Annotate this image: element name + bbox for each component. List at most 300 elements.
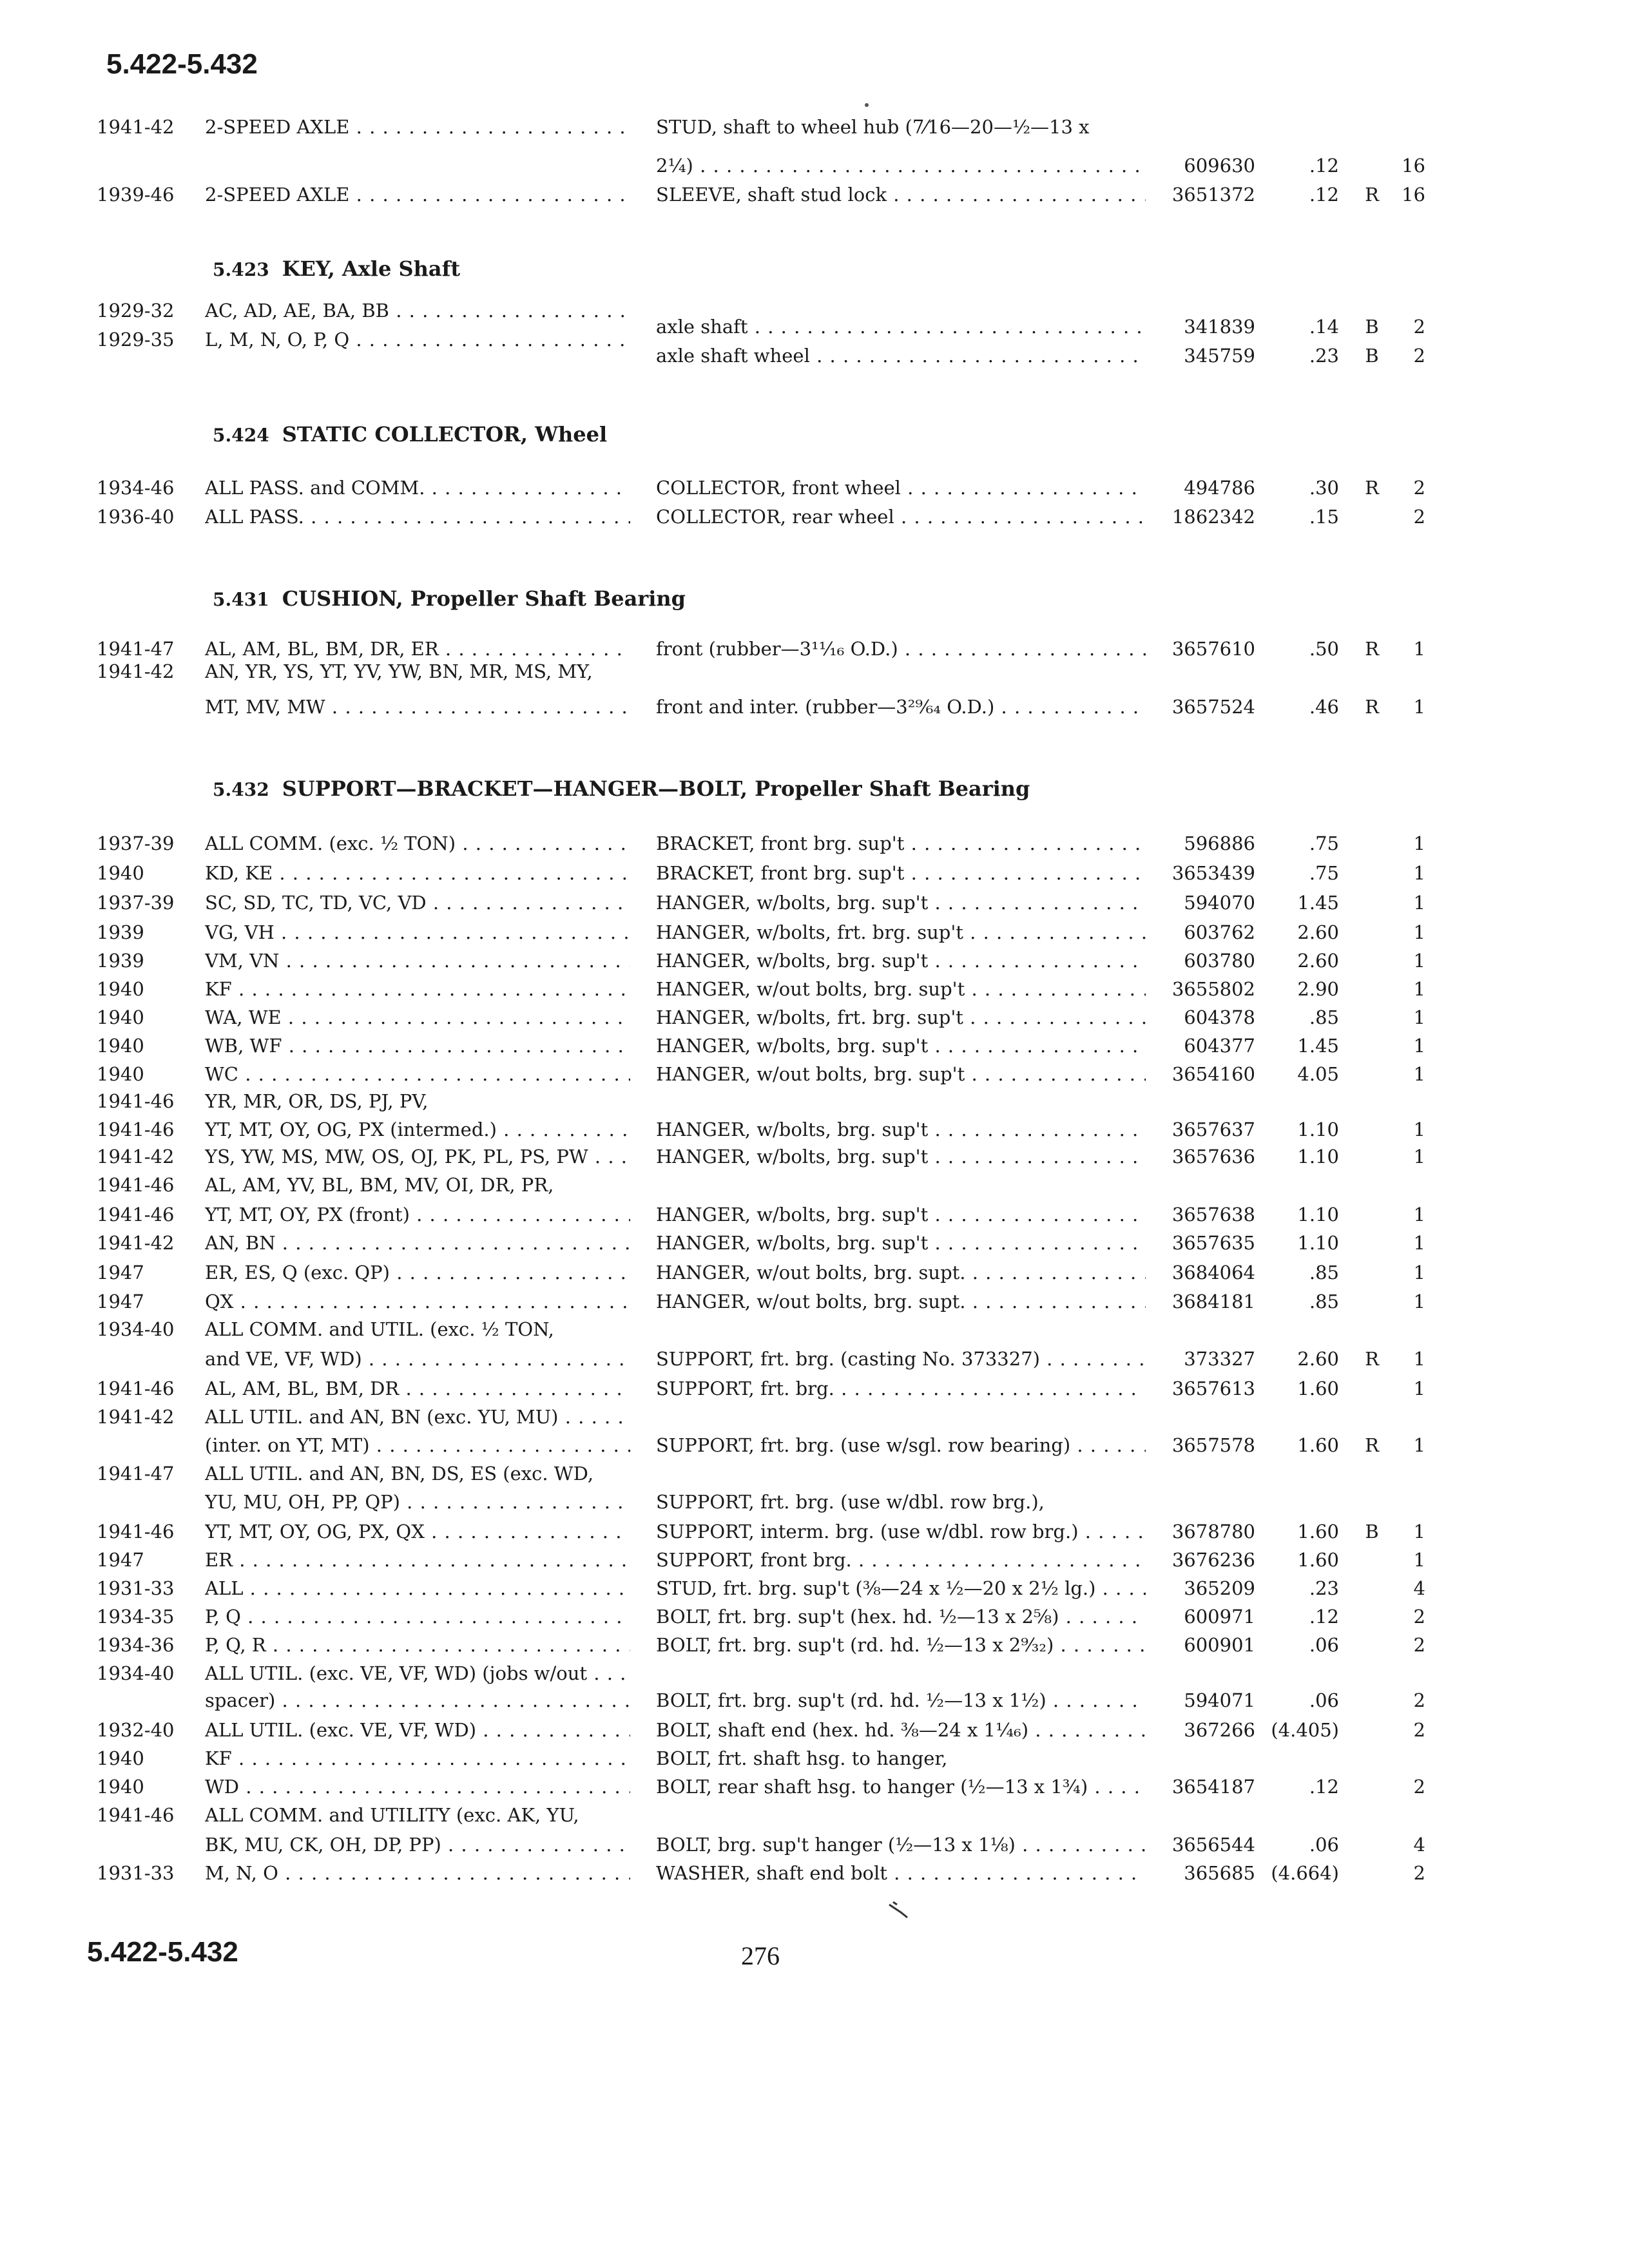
- model-cell: KF . . .: [205, 1747, 630, 1769]
- model-cell: BK, MU, CK, OH, DP, PP) . . .: [205, 1834, 630, 1856]
- part-description-cell: SUPPORT, front brg. . . .: [656, 1549, 1146, 1571]
- year-cell: 1941-42: [97, 1146, 175, 1168]
- year-cell: 1940: [97, 1006, 144, 1028]
- part-description-cell: SUPPORT, frt. brg. (use w/dbl. row brg.),: [656, 1491, 1045, 1513]
- part-number-cell: 367266: [1184, 1719, 1255, 1741]
- quantity-cell: 2: [1413, 1776, 1425, 1798]
- year-cell: 1941-42: [97, 1232, 175, 1254]
- model-cell: MT, MV, MW . . .: [205, 696, 630, 718]
- year-cell: 1941-42: [97, 660, 175, 682]
- price-cell: .15: [1309, 506, 1339, 528]
- section-title: [213, 422, 607, 447]
- model-cell: AL, AM, BL, BM, DR, ER . . .: [205, 638, 630, 660]
- part-description-cell: front and inter. (rubber—3²⁹⁄₆₄ O.D.) . . .: [656, 696, 1146, 718]
- quantity-cell: 1: [1413, 1434, 1425, 1456]
- model-cell: P, Q, R . . .: [205, 1634, 630, 1656]
- price-cell: 1.45: [1297, 892, 1339, 914]
- quantity-cell: 2: [1413, 1606, 1425, 1628]
- quantity-cell: 1: [1413, 950, 1425, 972]
- quantity-cell: 1: [1413, 1146, 1425, 1168]
- price-cell: 2.60: [1297, 921, 1339, 943]
- parts-row: [0, 1232, 1629, 1260]
- price-cell: .50: [1309, 638, 1339, 660]
- parts-row: [0, 1606, 1629, 1634]
- page-number: 276: [741, 1941, 780, 1970]
- year-cell: 1940: [97, 1035, 144, 1057]
- year-cell: 1929-32: [97, 300, 175, 322]
- part-number-cell: 373327: [1184, 1348, 1255, 1370]
- price-cell: .46: [1309, 696, 1339, 718]
- year-cell: 1941-46: [97, 1119, 175, 1140]
- quantity-cell: 16: [1402, 184, 1425, 206]
- parts-row: [0, 1862, 1629, 1890]
- section-number: 5.423: [213, 259, 269, 280]
- page-header-code: 5.422-5.432: [106, 48, 258, 80]
- quantity-cell: 1: [1413, 892, 1425, 914]
- model-cell: AN, YR, YS, YT, YV, YW, BN, MR, MS, MY,: [205, 660, 593, 682]
- quantity-cell: 1: [1413, 978, 1425, 1000]
- year-cell: 1941-46: [97, 1378, 175, 1399]
- quantity-cell: 1: [1413, 1119, 1425, 1140]
- quantity-cell: 1: [1413, 1521, 1425, 1542]
- quantity-cell: 1: [1413, 1232, 1425, 1254]
- section-title: [213, 586, 686, 611]
- model-cell: VG, VH . . .: [205, 921, 630, 943]
- part-number-cell: 365209: [1184, 1577, 1255, 1599]
- model-cell: 2-SPEED AXLE . . .: [205, 116, 630, 138]
- model-cell: and VE, VF, WD) . . .: [205, 1348, 630, 1370]
- part-description-cell: BRACKET, front brg. sup't . . .: [656, 862, 1146, 884]
- part-description-cell: HANGER, w/bolts, brg. sup't . . .: [656, 1204, 1146, 1225]
- model-cell: AL, AM, BL, BM, DR . . .: [205, 1378, 630, 1399]
- parts-row: [0, 1174, 1629, 1202]
- quantity-cell: 2: [1413, 506, 1425, 528]
- parts-row: [0, 1747, 1629, 1776]
- part-description-cell: SUPPORT, frt. brg. (casting No. 373327) . . .: [656, 1348, 1146, 1370]
- part-number-cell: 3656544: [1171, 1834, 1255, 1856]
- model-cell: AL, AM, YV, BL, BM, MV, OI, DR, PR,: [205, 1174, 554, 1196]
- parts-row: [0, 1406, 1629, 1434]
- model-cell: YT, MT, OY, OG, PX, QX . . .: [205, 1521, 630, 1542]
- year-cell: 1936-40: [97, 506, 175, 528]
- price-cell: .12: [1309, 155, 1339, 177]
- price-cell: 2.60: [1297, 1348, 1339, 1370]
- page-footer-code: 5.422-5.432: [87, 1936, 238, 1968]
- year-cell: 1937-39: [97, 832, 175, 854]
- part-number-cell: 3657524: [1171, 696, 1255, 718]
- price-cell: .23: [1309, 1577, 1339, 1599]
- section-title: [213, 776, 1030, 801]
- model-cell: ALL PASS. . . .: [205, 506, 630, 528]
- parts-row: [0, 832, 1629, 861]
- quantity-cell: 1: [1413, 1549, 1425, 1571]
- part-number-cell: 1862342: [1171, 506, 1255, 528]
- price-cell: .12: [1309, 1776, 1339, 1798]
- part-description-cell: HANGER, w/bolts, brg. sup't . . .: [656, 1146, 1146, 1168]
- model-cell: ALL COMM. and UTILITY (exc. AK, YU,: [205, 1804, 579, 1826]
- model-cell: SC, SD, TC, TD, VC, VD . . .: [205, 892, 630, 914]
- model-cell: WB, WF . . .: [205, 1035, 630, 1057]
- price-cell: .85: [1309, 1006, 1339, 1028]
- price-cell: (4.664): [1271, 1862, 1339, 1884]
- quantity-cell: 1: [1413, 921, 1425, 943]
- parts-row: [0, 950, 1629, 978]
- part-number-cell: 596886: [1184, 832, 1255, 854]
- model-cell: KD, KE . . .: [205, 862, 630, 884]
- quantity-cell: 4: [1413, 1834, 1425, 1856]
- model-cell: 2-SPEED AXLE . . .: [205, 184, 630, 206]
- model-cell: ALL UTIL. and AN, BN (exc. YU, MU) . . .: [205, 1406, 630, 1428]
- part-number-cell: 3653439: [1171, 862, 1255, 884]
- parts-row: [0, 345, 1629, 373]
- parts-row: [0, 1146, 1629, 1174]
- model-cell: YT, MT, OY, OG, PX (intermed.) . . .: [205, 1119, 630, 1140]
- year-cell: 1940: [97, 1747, 144, 1769]
- flag-cell: R: [1365, 696, 1379, 718]
- part-number-cell: 609630: [1184, 155, 1255, 177]
- part-description-cell: WASHER, shaft end bolt . . .: [656, 1862, 1146, 1884]
- part-description-cell: HANGER, w/bolts, brg. sup't . . .: [656, 950, 1146, 972]
- year-cell: 1940: [97, 862, 144, 884]
- parts-row: [0, 1521, 1629, 1549]
- year-cell: 1941-46: [97, 1521, 175, 1542]
- model-cell: KF . . .: [205, 978, 630, 1000]
- parts-row: [0, 1318, 1629, 1347]
- part-description-cell: COLLECTOR, rear wheel . . .: [656, 506, 1146, 528]
- part-description-cell: BOLT, frt. brg. sup't (hex. hd. ½—13 x 2⅝) . . .: [656, 1606, 1146, 1628]
- year-cell: 1934-36: [97, 1634, 175, 1656]
- part-number-cell: 600901: [1184, 1634, 1255, 1656]
- year-cell: 1939: [97, 950, 144, 972]
- price-cell: 1.45: [1297, 1035, 1339, 1057]
- price-cell: 1.10: [1297, 1146, 1339, 1168]
- year-cell: 1934-40: [97, 1318, 175, 1340]
- parts-row: [0, 1204, 1629, 1232]
- section-title-text: STATIC COLLECTOR, Wheel: [282, 422, 608, 447]
- part-number-cell: 3684181: [1171, 1291, 1255, 1312]
- quantity-cell: 2: [1413, 1719, 1425, 1741]
- part-description-cell: BOLT, shaft end (hex. hd. ⅜—24 x 1¼₆) . . .: [656, 1719, 1146, 1741]
- quantity-cell: 2: [1413, 477, 1425, 499]
- year-cell: 1941-42: [97, 116, 175, 138]
- year-cell: 1941-46: [97, 1804, 175, 1826]
- parts-row: [0, 1491, 1629, 1519]
- year-cell: 1941-46: [97, 1090, 175, 1112]
- flag-cell: B: [1365, 316, 1379, 338]
- price-cell: 1.60: [1297, 1521, 1339, 1542]
- quantity-cell: 1: [1413, 1204, 1425, 1225]
- part-number-cell: 3657613: [1171, 1378, 1255, 1399]
- flag-cell: R: [1365, 638, 1379, 660]
- year-cell: 1940: [97, 1776, 144, 1798]
- quantity-cell: 1: [1413, 1063, 1425, 1085]
- year-cell: 1947: [97, 1262, 144, 1283]
- part-number-cell: 594071: [1184, 1689, 1255, 1711]
- parts-row: [0, 1262, 1629, 1290]
- section-title-text: KEY, Axle Shaft: [282, 256, 461, 281]
- part-description-cell: HANGER, w/bolts, frt. brg. sup't . . .: [656, 921, 1146, 943]
- model-cell: ALL UTIL. and AN, BN, DS, ES (exc. WD,: [205, 1463, 594, 1485]
- year-cell: 1941-46: [97, 1204, 175, 1225]
- parts-row: [0, 892, 1629, 920]
- parts-row: [0, 1804, 1629, 1832]
- part-description-cell: HANGER, w/out bolts, brg. sup't . . .: [656, 1063, 1146, 1085]
- parts-row: [0, 921, 1629, 950]
- part-description-cell: BOLT, rear shaft hsg. to hanger (½—13 x 1¾) . . .: [656, 1776, 1146, 1798]
- part-number-cell: 3657636: [1171, 1146, 1255, 1168]
- part-description-cell: SUPPORT, interm. brg. (use w/dbl. row brg.) . . .: [656, 1521, 1146, 1542]
- year-cell: 1939: [97, 921, 144, 943]
- part-description-cell: BOLT, frt. brg. sup't (rd. hd. ½—13 x 1½) . . .: [656, 1689, 1146, 1711]
- parts-row: [0, 116, 1629, 144]
- part-description-cell: STUD, frt. brg. sup't (⅜—24 x ½—20 x 2½ lg.) . . .: [656, 1577, 1146, 1599]
- parts-row: [0, 1035, 1629, 1063]
- part-description-cell: HANGER, w/bolts, brg. sup't . . .: [656, 892, 1146, 914]
- year-cell: 1941-46: [97, 1174, 175, 1196]
- price-cell: 1.60: [1297, 1549, 1339, 1571]
- model-cell: WA, WE . . .: [205, 1006, 630, 1028]
- part-number-cell: 341839: [1184, 316, 1255, 338]
- section-number: 5.431: [213, 589, 269, 610]
- price-cell: 1.60: [1297, 1434, 1339, 1456]
- model-cell: ALL . . .: [205, 1577, 630, 1599]
- model-cell: QX . . .: [205, 1291, 630, 1312]
- quantity-cell: 1: [1413, 1035, 1425, 1057]
- flag-cell: R: [1365, 1348, 1379, 1370]
- model-cell: YR, MR, OR, DS, PJ, PV,: [205, 1090, 429, 1112]
- model-cell: ER, ES, Q (exc. QP) . . .: [205, 1262, 630, 1283]
- year-cell: 1931-33: [97, 1862, 175, 1884]
- part-number-cell: 3654187: [1171, 1776, 1255, 1798]
- part-description-cell: HANGER, w/out bolts, brg. sup't . . .: [656, 978, 1146, 1000]
- model-cell: P, Q . . .: [205, 1606, 630, 1628]
- price-cell: (4.405): [1271, 1719, 1339, 1741]
- price-cell: .85: [1309, 1262, 1339, 1283]
- year-cell: 1934-35: [97, 1606, 175, 1628]
- price-cell: 1.10: [1297, 1119, 1339, 1140]
- part-description-cell: BOLT, brg. sup't hanger (½—13 x 1⅛) . . .: [656, 1834, 1146, 1856]
- model-cell: ALL UTIL. (exc. VE, VF, WD) . . .: [205, 1719, 630, 1741]
- part-number-cell: 603780: [1184, 950, 1255, 972]
- year-cell: 1934-46: [97, 477, 175, 499]
- model-cell: M, N, O . . .: [205, 1862, 630, 1884]
- year-cell: 1941-47: [97, 1463, 175, 1485]
- parts-row: [0, 1689, 1629, 1718]
- parts-row: [0, 696, 1629, 724]
- model-cell: VM, VN . . .: [205, 950, 630, 972]
- part-number-cell: 3651372: [1171, 184, 1255, 206]
- part-number-cell: 603762: [1184, 921, 1255, 943]
- parts-row: [0, 1378, 1629, 1406]
- parts-row: [0, 1662, 1629, 1691]
- parts-row: [0, 1348, 1629, 1376]
- quantity-cell: 2: [1413, 316, 1425, 338]
- parts-row: [0, 1119, 1629, 1147]
- model-cell: AC, AD, AE, BA, BB . . .: [205, 300, 630, 322]
- parts-row: [0, 1776, 1629, 1804]
- price-cell: .30: [1309, 477, 1339, 499]
- quantity-cell: 1: [1413, 1378, 1425, 1399]
- parts-row: [0, 862, 1629, 890]
- flag-cell: B: [1365, 345, 1379, 367]
- part-description-cell: COLLECTOR, front wheel . . .: [656, 477, 1146, 499]
- year-cell: 1941-42: [97, 1406, 175, 1428]
- model-cell: ALL UTIL. (exc. VE, VF, WD) (jobs w/out . . .: [205, 1662, 630, 1684]
- quantity-cell: 1: [1413, 696, 1425, 718]
- part-description-cell: BOLT, frt. brg. sup't (rd. hd. ½—13 x 2⁹⁄₃₂) . . .: [656, 1634, 1146, 1656]
- model-cell: L, M, N, O, P, Q . . .: [205, 329, 630, 351]
- parts-row: [0, 477, 1629, 505]
- part-description-cell: BRACKET, front brg. sup't . . .: [656, 832, 1146, 854]
- part-number-cell: 345759: [1184, 345, 1255, 367]
- part-description-cell: SUPPORT, frt. brg. (use w/sgl. row bearing) . . .: [656, 1434, 1146, 1456]
- part-number-cell: 3657635: [1171, 1232, 1255, 1254]
- part-description-cell: axle shaft . . .: [656, 316, 1146, 338]
- model-cell: spacer) . . .: [205, 1689, 630, 1711]
- parts-row: [0, 978, 1629, 1006]
- year-cell: 1934-40: [97, 1662, 175, 1684]
- quantity-cell: 1: [1413, 832, 1425, 854]
- flag-cell: B: [1365, 1521, 1379, 1542]
- model-cell: ER . . .: [205, 1549, 630, 1571]
- part-description-cell: SUPPORT, frt. brg. . . .: [656, 1378, 1146, 1399]
- parts-row: [0, 1434, 1629, 1463]
- year-cell: 1941-47: [97, 638, 175, 660]
- part-number-cell: 365685: [1184, 1862, 1255, 1884]
- year-cell: 1947: [97, 1549, 144, 1571]
- scan-speck: [865, 103, 869, 107]
- quantity-cell: 1: [1413, 862, 1425, 884]
- part-number-cell: 3684064: [1171, 1262, 1255, 1283]
- part-description-cell: HANGER, w/bolts, brg. sup't . . .: [656, 1035, 1146, 1057]
- price-cell: 2.60: [1297, 950, 1339, 972]
- quantity-cell: 1: [1413, 1006, 1425, 1028]
- parts-row: [0, 184, 1629, 212]
- price-cell: .12: [1309, 1606, 1339, 1628]
- parts-row: [0, 506, 1629, 534]
- parts-row: [0, 1634, 1629, 1662]
- part-description-cell: STUD, shaft to wheel hub (7⁄16—20—½—13 x: [656, 116, 1090, 138]
- part-number-cell: 3676236: [1171, 1549, 1255, 1571]
- quantity-cell: 1: [1413, 1348, 1425, 1370]
- part-number-cell: 3657578: [1171, 1434, 1255, 1456]
- part-number-cell: 3678780: [1171, 1521, 1255, 1542]
- year-cell: 1939-46: [97, 184, 175, 206]
- model-cell: YT, MT, OY, PX (front) . . .: [205, 1204, 630, 1225]
- year-cell: 1940: [97, 1063, 144, 1085]
- price-cell: .85: [1309, 1291, 1339, 1312]
- quantity-cell: 2: [1413, 1634, 1425, 1656]
- section-title-text: CUSHION, Propeller Shaft Bearing: [282, 586, 686, 611]
- model-cell: ALL COMM. (exc. ½ TON) . . .: [205, 832, 630, 854]
- part-description-cell: front (rubber—3¹¹⁄₁₆ O.D.) . . .: [656, 638, 1146, 660]
- part-number-cell: 600971: [1184, 1606, 1255, 1628]
- quantity-cell: 2: [1413, 1862, 1425, 1884]
- year-cell: 1947: [97, 1291, 144, 1312]
- model-cell: ALL COMM. and UTIL. (exc. ½ TON,: [205, 1318, 554, 1340]
- price-cell: 1.10: [1297, 1232, 1339, 1254]
- parts-row: [0, 1463, 1629, 1491]
- year-cell: 1932-40: [97, 1719, 175, 1741]
- parts-row: [0, 660, 1629, 689]
- part-description-cell: HANGER, w/out bolts, brg. supt. . . .: [656, 1291, 1146, 1312]
- section-number: 5.432: [213, 779, 269, 800]
- part-description-cell: SLEEVE, shaft stud lock . . .: [656, 184, 1146, 206]
- section-number: 5.424: [213, 425, 269, 446]
- price-cell: .14: [1309, 316, 1339, 338]
- parts-row: [0, 1090, 1629, 1119]
- flag-cell: R: [1365, 184, 1379, 206]
- part-number-cell: 3657610: [1171, 638, 1255, 660]
- part-number-cell: 604377: [1184, 1035, 1255, 1057]
- year-cell: 1931-33: [97, 1577, 175, 1599]
- price-cell: .23: [1309, 345, 1339, 367]
- quantity-cell: 1: [1413, 1262, 1425, 1283]
- part-number-cell: 3654160: [1171, 1063, 1255, 1085]
- part-description-cell: 2¼) . . .: [656, 155, 1146, 177]
- price-cell: .06: [1309, 1634, 1339, 1656]
- model-cell: ALL PASS. and COMM. . . .: [205, 477, 630, 499]
- quantity-cell: 4: [1413, 1577, 1425, 1599]
- section-title: [213, 256, 460, 281]
- price-cell: 1.10: [1297, 1204, 1339, 1225]
- part-number-cell: 594070: [1184, 892, 1255, 914]
- price-cell: .75: [1309, 862, 1339, 884]
- price-cell: 1.60: [1297, 1378, 1339, 1399]
- pen-mark: [888, 1901, 910, 1920]
- part-number-cell: 604378: [1184, 1006, 1255, 1028]
- part-number-cell: 494786: [1184, 477, 1255, 499]
- parts-row: [0, 1577, 1629, 1606]
- flag-cell: R: [1365, 477, 1379, 499]
- price-cell: 2.90: [1297, 978, 1339, 1000]
- parts-row: [0, 1549, 1629, 1577]
- quantity-cell: 16: [1402, 155, 1425, 177]
- price-cell: .06: [1309, 1689, 1339, 1711]
- year-cell: 1929-35: [97, 329, 175, 351]
- model-cell: WC . . .: [205, 1063, 630, 1085]
- quantity-cell: 1: [1413, 1291, 1425, 1312]
- parts-row: [0, 1063, 1629, 1091]
- part-number-cell: 3657638: [1171, 1204, 1255, 1225]
- price-cell: 4.05: [1297, 1063, 1339, 1085]
- part-description-cell: axle shaft wheel . . .: [656, 345, 1146, 367]
- quantity-cell: 1: [1413, 638, 1425, 660]
- model-cell: WD . . .: [205, 1776, 630, 1798]
- part-description-cell: HANGER, w/bolts, brg. sup't . . .: [656, 1232, 1146, 1254]
- price-cell: .12: [1309, 184, 1339, 206]
- model-cell: YS, YW, MS, MW, OS, OJ, PK, PL, PS, PW . . .: [205, 1146, 630, 1168]
- price-cell: .06: [1309, 1834, 1339, 1856]
- parts-row: [0, 1719, 1629, 1747]
- part-description-cell: BOLT, frt. shaft hsg. to hanger,: [656, 1747, 948, 1769]
- model-cell: YU, MU, OH, PP, QP) . . .: [205, 1491, 630, 1513]
- parts-row: [0, 1006, 1629, 1035]
- part-number-cell: 3657637: [1171, 1119, 1255, 1140]
- model-cell: AN, BN . . .: [205, 1232, 630, 1254]
- parts-row: [0, 1291, 1629, 1319]
- model-cell: (inter. on YT, MT) . . .: [205, 1434, 630, 1456]
- quantity-cell: 2: [1413, 1689, 1425, 1711]
- part-number-cell: 3655802: [1171, 978, 1255, 1000]
- year-cell: 1940: [97, 978, 144, 1000]
- section-title-text: SUPPORT—BRACKET—HANGER—BOLT, Propeller Shaft Bearing: [282, 776, 1030, 801]
- part-description-cell: HANGER, w/out bolts, brg. supt. . . .: [656, 1262, 1146, 1283]
- flag-cell: R: [1365, 1434, 1379, 1456]
- year-cell: 1937-39: [97, 892, 175, 914]
- quantity-cell: 2: [1413, 345, 1425, 367]
- parts-row: [0, 155, 1629, 183]
